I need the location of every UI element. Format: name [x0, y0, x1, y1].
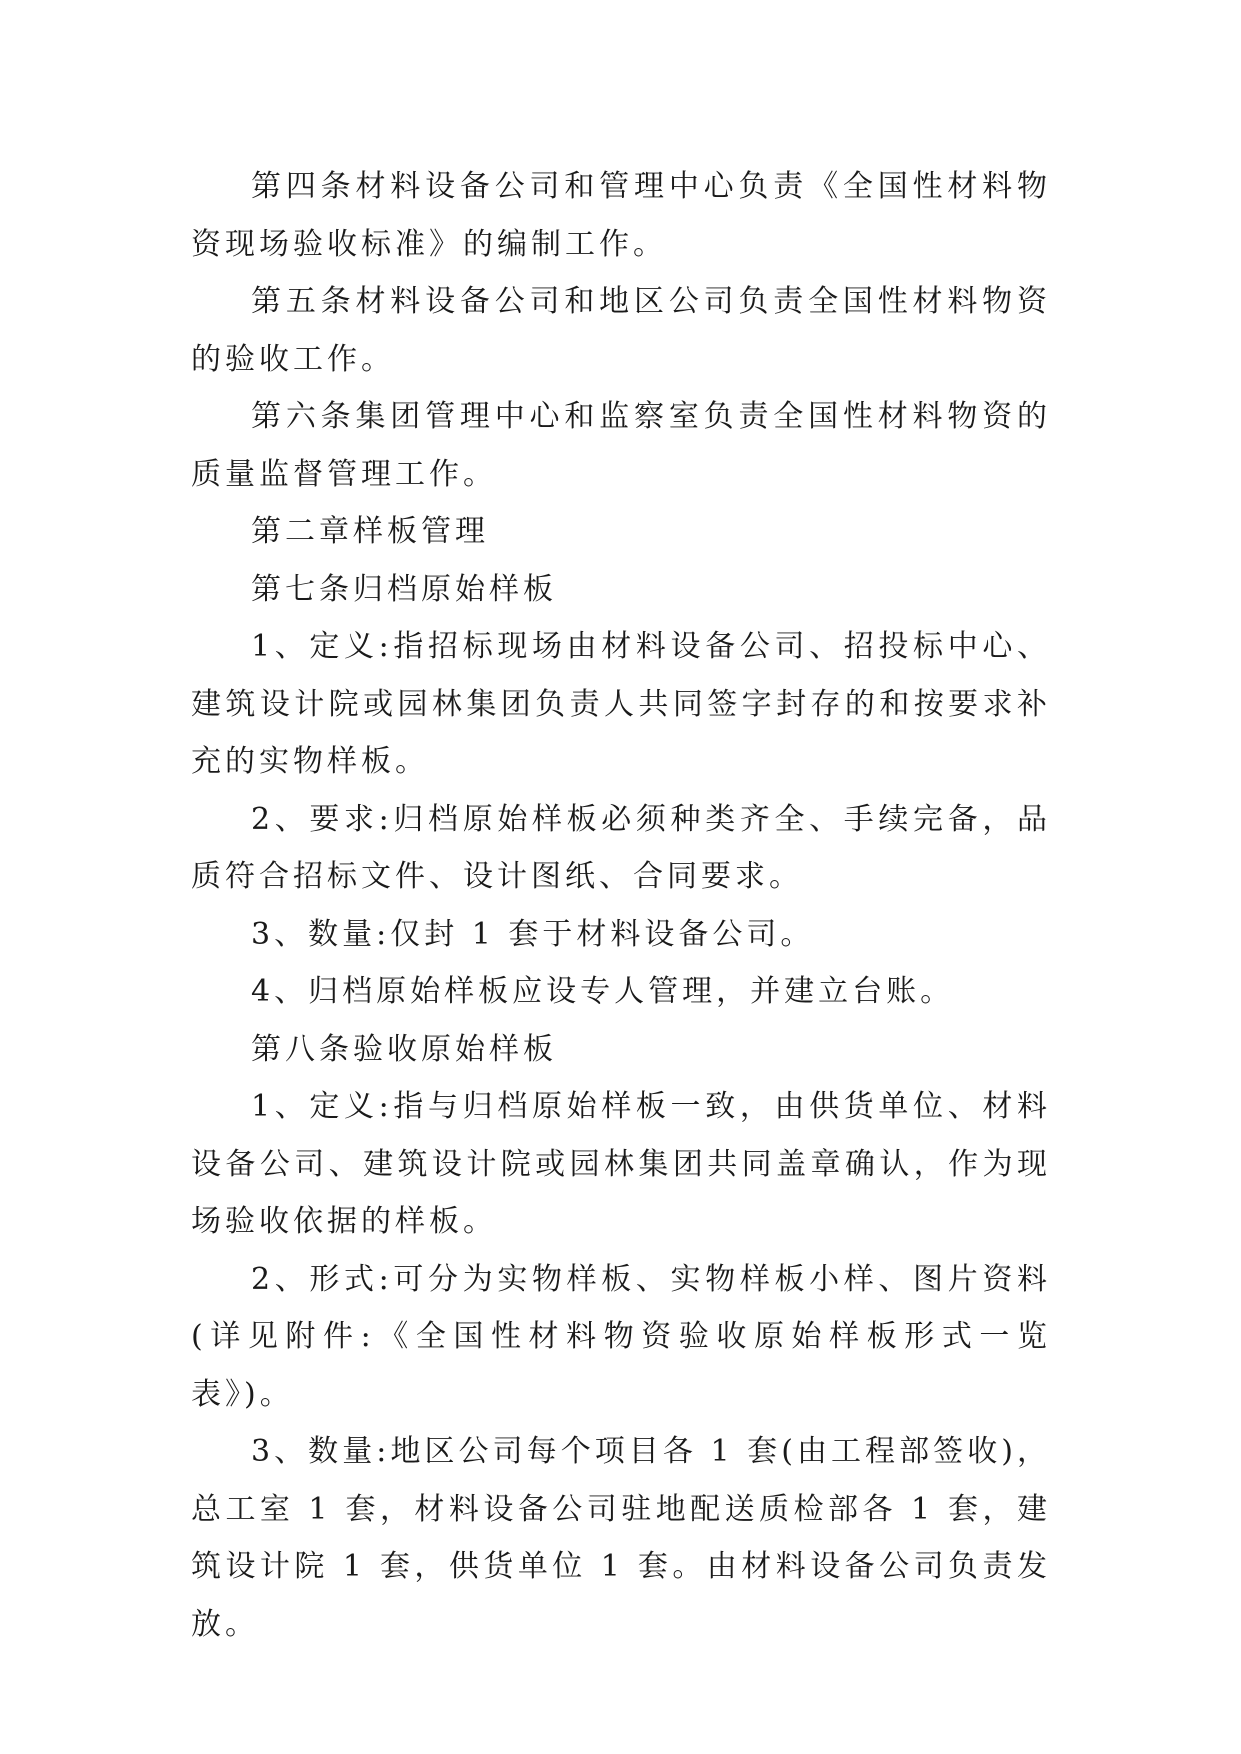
article-8-item-1: 1、定义:指与归档原始样板一致，由供货单位、材料设备公司、建筑设计院或园林集团共同盖章确认，作为现场验收依据的样板。 — [191, 1089, 1051, 1239]
chapter-2-heading: 第二章样板管理 — [251, 514, 489, 549]
article-5-paragraph: 第五条材料设备公司和地区公司负责全国性材料物资的验收工作。 — [191, 284, 1051, 377]
article-8-item-2: 2、形式:可分为实物样板、实物样板小样、图片资料(详见附件:《全国性材料物资验收原始样板形式一览表》)。 — [191, 1261, 1051, 1412]
document-body — [191, 158, 1051, 1653]
article-7-heading: 第七条归档原始样板 — [251, 571, 557, 607]
article-7-item-1: 1、定义:指招标现场由材料设备公司、招投标中心、建筑设计院或园林集团负责人共同签字封存的和按要求补充的实物样板。 — [191, 629, 1051, 779]
article-7-item-3: 3、数量:仅封 1 套于材料设备公司。 — [251, 916, 815, 952]
article-8-heading: 第八条验收原始样板 — [251, 1031, 557, 1067]
article-7-item-4: 4、归档原始样板应设专人管理，并建立台账。 — [251, 974, 955, 1009]
article-6-paragraph: 第六条集团管理中心和监察室负责全国性材料物资的质量监督管理工作。 — [191, 399, 1051, 492]
article-8-item-3: 3、数量:地区公司每个项目各 1 套(由工程部签收)，总工室 1 套，材料设备公司驻地配送质检部各 1 套，建筑设计院 1 套，供货单位 1 套。由材料设备公司负责发放。 — [191, 1434, 1051, 1642]
article-7-item-2: 2、要求:归档原始样板必须种类齐全、手续完备，品质符合招标文件、设计图纸、合同要求。 — [191, 801, 1051, 894]
article-4-paragraph: 第四条材料设备公司和管理中心负责《全国性材料物资现场验收标准》的编制工作。 — [191, 169, 1051, 262]
